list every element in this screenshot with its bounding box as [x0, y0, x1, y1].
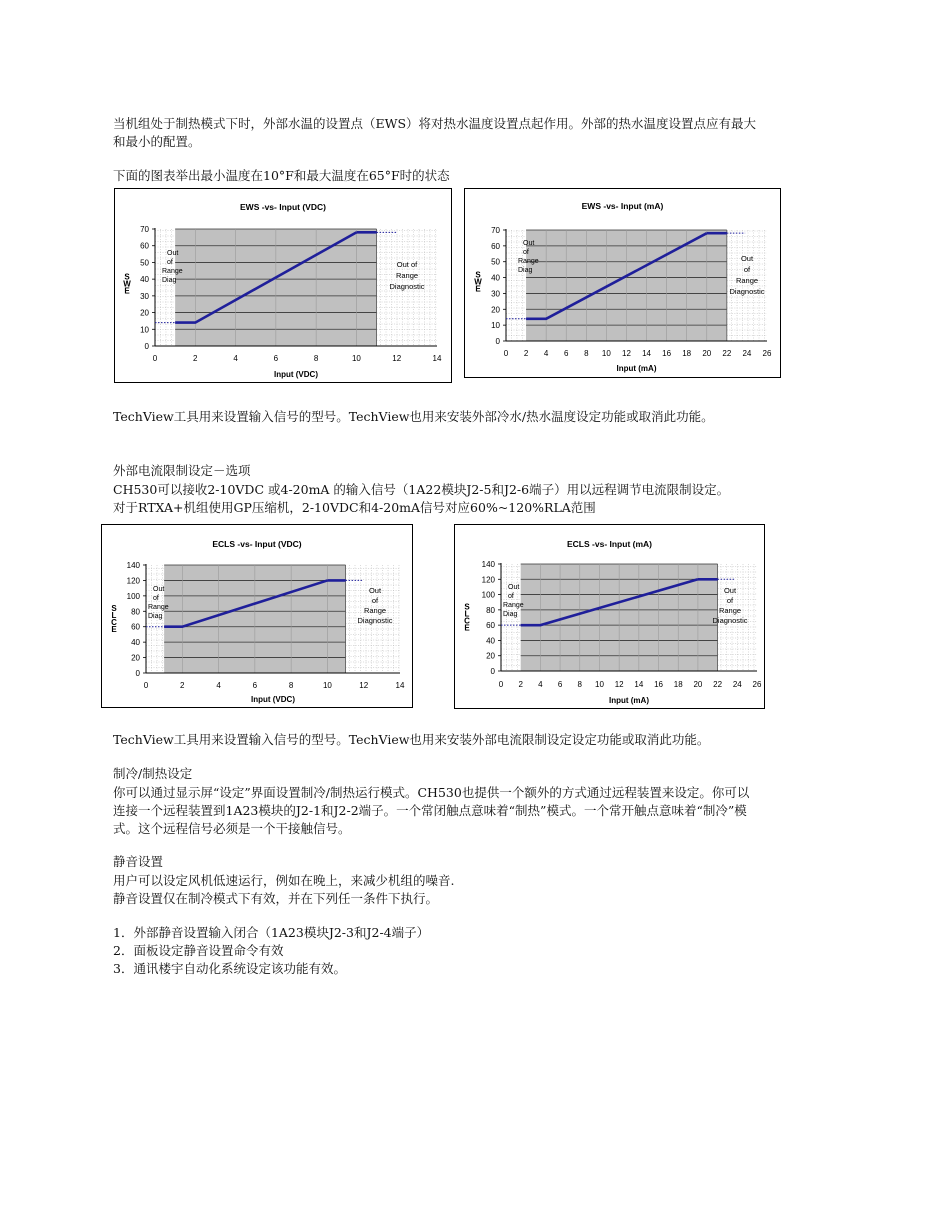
y-tick-label: 140 — [126, 561, 140, 570]
x-tick-label: 14 — [634, 680, 644, 689]
x-tick-label: 4 — [543, 349, 549, 358]
x-tick-label: 18 — [673, 680, 683, 689]
right-out-of-range-note: Out of Range Diagnostic — [389, 260, 425, 291]
y-tick-label: 20 — [491, 305, 500, 315]
x-tick-label: 14 — [432, 354, 442, 363]
quiet-mode-line-1: 用户可以设定风机低速运行，例如在晚上，来减少机组的噪音. — [113, 873, 455, 888]
chart-ews-vdc — [114, 188, 452, 383]
x-tick-label: 8 — [584, 349, 589, 358]
cool-heat-line-3: 式。这个远程信号必须是一个干接触信号。 — [113, 821, 351, 836]
x-tick-label: 24 — [742, 349, 752, 358]
y-axis-label: S L C E — [464, 602, 470, 633]
y-tick-label: 60 — [140, 241, 149, 251]
x-tick-label: 2 — [518, 680, 523, 689]
y-tick-label: 0 — [495, 337, 500, 346]
x-tick-label: 8 — [288, 681, 294, 690]
techview-note-2: TechView工具用来设置输入信号的型号。TechView也用来安装外部电流限制设定设定功能或取消此功能。 — [113, 732, 710, 747]
x-tick-label: 10 — [322, 681, 332, 690]
cool-heat-line-1: 你可以通过显示屏“设定”界面设置制冷/制热运行模式。CH530也提供一个额外的方式通过远程装置来设定。你可以 — [113, 785, 750, 800]
x-tick-label: 10 — [595, 680, 604, 689]
y-tick-label: 40 — [140, 275, 149, 285]
y-tick-label: 60 — [486, 621, 495, 631]
x-tick-label: 6 — [557, 680, 563, 689]
y-axis-label: S L C E — [111, 604, 117, 634]
left-out-of-range-note: Out of Range Diag — [503, 584, 524, 618]
x-tick-label: 0 — [152, 354, 158, 363]
y-tick-label: 20 — [486, 651, 495, 661]
y-tick-label: 50 — [491, 257, 500, 267]
x-tick-label: 12 — [392, 354, 402, 363]
x-tick-label: 6 — [564, 349, 569, 358]
x-tick-label: 4 — [216, 681, 221, 690]
x-tick-label: 20 — [693, 680, 703, 689]
y-tick-label: 60 — [491, 241, 500, 251]
intro-paragraph-line-2: 和最小的配置。 — [113, 134, 201, 149]
y-tick-label: 0 — [135, 669, 140, 678]
x-tick-label: 10 — [601, 349, 611, 358]
chart-title: EWS -vs- Input (mA) — [581, 201, 664, 211]
chart-title: ECLS -vs- Input (VDC) — [212, 539, 302, 549]
x-tick-label: 2 — [523, 349, 529, 358]
cool-heat-line-2: 连接一个远程装置到1A23模块的J2-1和J2-2端子。一个常闭触点意味着“制热”模式。一个常开触点意味着“制冷”模 — [113, 803, 747, 818]
right-out-of-range-note: Out of Range Diagnostic — [357, 586, 393, 625]
right-out-of-range-note: Out of Range Diagnostic — [729, 254, 765, 296]
x-tick-label: 0 — [143, 681, 149, 690]
y-tick-label: 120 — [126, 576, 140, 586]
x-tick-label: 8 — [313, 354, 319, 363]
cool-heat-heading: 制冷/制热设定 — [113, 766, 193, 781]
current-limit-heading: 外部电流限制设定－选项 — [113, 463, 251, 478]
chart-svg — [115, 189, 451, 382]
y-tick-label: 0 — [490, 667, 495, 676]
y-tick-label: 100 — [126, 591, 140, 601]
x-tick-label: 22 — [722, 349, 732, 358]
y-tick-label: 40 — [491, 273, 500, 283]
y-tick-label: 0 — [144, 342, 149, 351]
x-axis-label: Input (mA) — [609, 696, 649, 705]
x-tick-label: 16 — [662, 349, 672, 358]
x-tick-label: 0 — [498, 680, 504, 689]
y-tick-label: 50 — [140, 258, 149, 268]
current-limit-line-1: CH530可以接收2-10VDC 或4-20mA 的输入信号（1A22模块J2-5和J2-6端子）用以远程调节电流限制设定。 — [113, 482, 730, 497]
x-tick-label: 18 — [682, 349, 692, 358]
x-tick-label: 26 — [752, 680, 762, 689]
y-tick-label: 70 — [491, 226, 500, 235]
x-axis-label: Input (VDC) — [274, 370, 318, 379]
x-tick-label: 10 — [351, 354, 361, 363]
y-tick-label: 80 — [131, 607, 140, 617]
x-tick-label: 6 — [273, 354, 279, 363]
y-tick-label: 80 — [486, 605, 495, 615]
chart-ecls-vdc — [101, 524, 413, 708]
y-tick-label: 40 — [131, 638, 140, 648]
y-tick-label: 120 — [481, 575, 495, 585]
y-tick-label: 70 — [140, 225, 149, 234]
intro-chart-caption: 下面的图表举出最小温度在10°F和最大温度在65°F时的状态 — [113, 168, 450, 183]
left-out-of-range-note: Out of Range Diag — [162, 250, 183, 284]
right-out-of-range-note: Out of Range Diagnostic — [712, 586, 748, 625]
x-tick-label: 14 — [395, 681, 405, 690]
x-tick-label: 2 — [180, 681, 185, 690]
chart-svg — [102, 525, 412, 707]
intro-paragraph-line-1: 当机组处于制热模式下时，外部水温的设置点（EWS）将对热水温度设置点起作用。外部的热水温度设置点应有最大 — [113, 116, 757, 131]
chart-ews-ma — [464, 188, 781, 378]
y-tick-label: 140 — [481, 560, 495, 569]
y-axis-label: S W E — [474, 270, 482, 294]
x-tick-label: 4 — [233, 354, 238, 363]
y-tick-label: 20 — [140, 308, 149, 318]
x-tick-label: 6 — [252, 681, 258, 690]
x-tick-label: 22 — [713, 680, 723, 689]
chart-svg — [465, 189, 780, 377]
x-tick-label: 26 — [762, 349, 772, 358]
current-limit-line-2: 对于RTXA+机组使用GP压缩机，2-10VDC和4-20mA信号对应60%~120%RLA范围 — [113, 500, 596, 515]
x-tick-label: 16 — [654, 680, 663, 689]
y-axis-label: S W E — [123, 272, 131, 296]
y-tick-label: 10 — [140, 325, 149, 335]
x-tick-label: 8 — [577, 680, 582, 689]
x-axis-label: Input (VDC) — [251, 695, 295, 704]
y-tick-label: 100 — [481, 590, 495, 600]
y-tick-label: 40 — [486, 636, 495, 646]
quiet-mode-line-2: 静音设置仅在制冷模式下有效，并在下列任一条件下执行。 — [113, 891, 439, 906]
chart-svg — [455, 525, 764, 708]
chart-ecls-ma — [454, 524, 765, 709]
x-tick-label: 0 — [503, 349, 509, 358]
y-tick-label: 20 — [131, 653, 140, 663]
x-tick-label: 20 — [702, 349, 712, 358]
x-tick-label: 2 — [193, 354, 198, 363]
x-axis-label: Input (mA) — [616, 364, 657, 373]
left-out-of-range-note: Out of Range Diag — [518, 240, 539, 274]
left-out-of-range-note: Out of Range Diag — [148, 586, 169, 620]
x-tick-label: 14 — [642, 349, 651, 358]
x-tick-label: 12 — [622, 349, 631, 358]
quiet-condition-1: 1．外部静音设置输入闭合（1A23模块J2-3和J2-4端子） — [113, 925, 430, 940]
quiet-condition-3: 3．通讯楼宇自动化系统设定该功能有效。 — [113, 961, 346, 976]
x-tick-label: 4 — [538, 680, 543, 689]
quiet-condition-2: 2．面板设定静音设置命令有效 — [113, 943, 284, 958]
x-tick-label: 12 — [359, 681, 369, 690]
chart-title: ECLS -vs- Input (mA) — [567, 539, 652, 549]
x-tick-label: 24 — [732, 680, 742, 689]
y-tick-label: 30 — [140, 291, 149, 301]
y-tick-label: 30 — [491, 289, 500, 299]
y-tick-label: 60 — [131, 622, 140, 632]
techview-note-1: TechView工具用来设置输入信号的型号。TechView也用来安装外部冷水/热水温度设定功能或取消此功能。 — [113, 409, 714, 424]
x-tick-label: 12 — [614, 680, 624, 689]
y-tick-label: 10 — [491, 321, 500, 331]
quiet-mode-heading: 静音设置 — [113, 854, 164, 869]
chart-title: EWS -vs- Input (VDC) — [240, 202, 326, 212]
